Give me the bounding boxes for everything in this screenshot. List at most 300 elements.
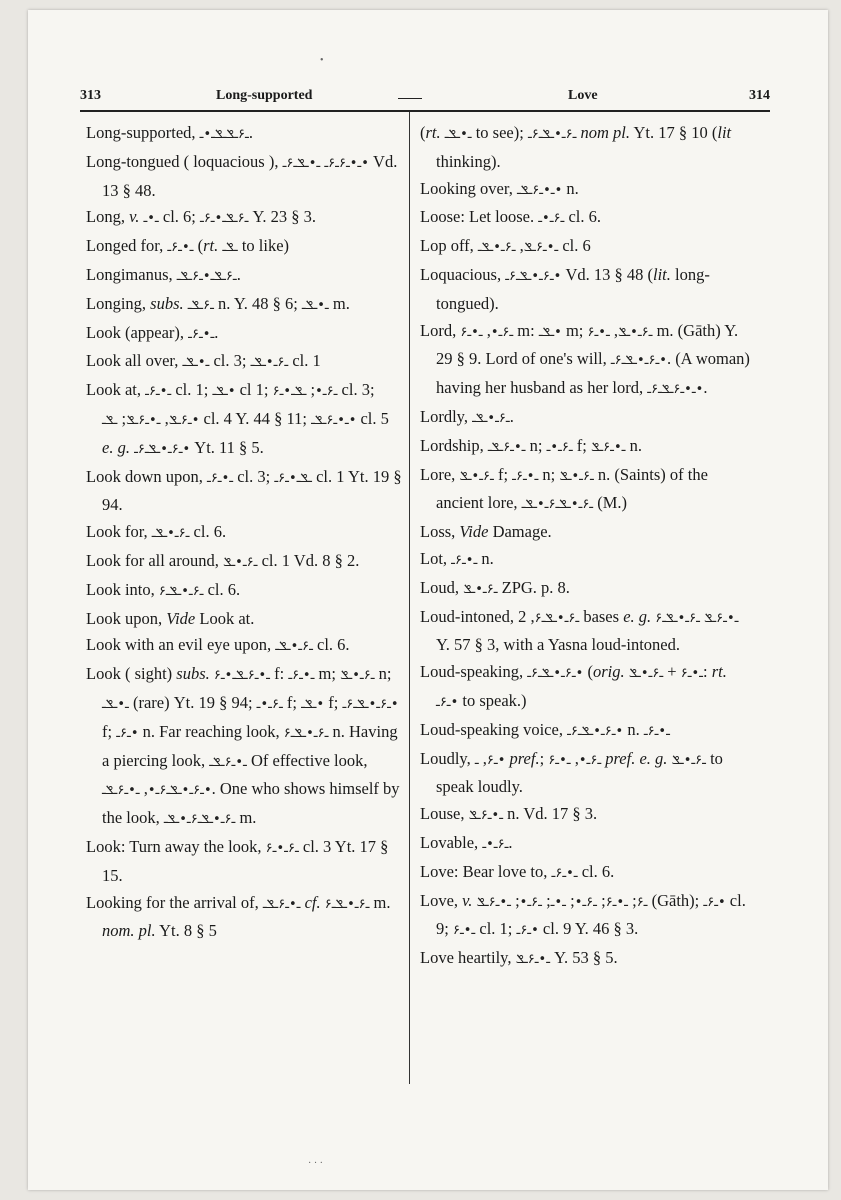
entry-text: ZPG. p. 8. (497, 577, 570, 597)
entry-text: n; (525, 435, 547, 455)
entry-text: n. (623, 719, 644, 739)
avestan-word: ـ۶ـݏ (168, 412, 192, 428)
dictionary-entry (86, 233, 402, 262)
avestan-word: ـ۶ـ• (703, 894, 726, 910)
avestan-word: ـ۶ـ•ـݏـ (151, 526, 190, 542)
avestan-word: ـ•ـ۶ـ۶ـ (324, 155, 362, 171)
avestan-word: ـ•ـ۶ (680, 666, 703, 682)
avestan-word: ـݏـ (222, 240, 238, 256)
avestan-word: ـݏـ• (538, 324, 562, 340)
entry-text: (rare) Yt. 19 § 94; (128, 692, 257, 712)
entry-text: m; (314, 664, 341, 684)
entry-text: n. (625, 435, 642, 455)
avestan-word: ـ•ـ۶ (605, 894, 628, 910)
avestan-word: ـ•ـ۶ـݏ (468, 808, 504, 824)
avestan-word: ـ•ـ۶ـݏـ (262, 896, 301, 912)
entry-text: cl. 6. (203, 579, 241, 599)
entry-italic: Vide (166, 608, 196, 628)
entry-text: ( (583, 662, 593, 682)
avestan-word: ـ۶ـ•ـ۶ (265, 840, 299, 856)
entry-italic: e. g. (102, 437, 130, 457)
dictionary-entry (86, 291, 402, 320)
entry-text: cl. 6. (312, 635, 350, 655)
avestan-word: ـ•ـ۶ـ (145, 384, 172, 400)
entry-text: , (478, 748, 487, 768)
entry-text: Lord, (420, 320, 461, 340)
entry-text: Yt. 11 § 5. (190, 437, 264, 457)
entry-text: cl 1; (235, 380, 273, 400)
entry-text: . (236, 264, 241, 284)
entry-text: Loud-speaking voice, (420, 719, 568, 739)
entry-italic: v. (462, 890, 473, 910)
avestan-word: ـ•ـ۶ (460, 324, 483, 340)
avestan-word: ـ•ـݏـ۶ـ• (282, 155, 369, 171)
avestan-word: ـ•ـ۶ـݏـ (487, 439, 526, 455)
entry-text: Loud-speaking, (420, 662, 528, 682)
entry-text: thinking). (436, 151, 501, 171)
entry-italic: pref. (605, 748, 636, 768)
avestan-word: ـ•ـ۶ـݏ (704, 610, 739, 626)
entry-text: ; (565, 890, 575, 910)
avestan-word: ـ•ـ۶ـ (551, 865, 578, 881)
avestan-word: ـ•ـݏـ (182, 355, 210, 371)
avestan-word: ـ۶ـ•ـݏـ۶ـ (527, 127, 577, 142)
avestan-word: ـݏـ•ـ۶ـ (274, 470, 312, 486)
avestan-word: ـ•ـ۶ـݏـ۶ـ• (647, 382, 704, 398)
dictionary-entry (420, 462, 750, 520)
avestan-word: ـ۶ (636, 894, 648, 910)
entry-text: . (214, 322, 219, 342)
entry-text: . (508, 832, 513, 852)
entry-text: Damage. (488, 522, 552, 542)
entry-text: : (702, 662, 712, 682)
entry-text: ; (510, 890, 520, 910)
entry-text: cl. 6. (577, 861, 615, 881)
avestan-word: ـ۶ـ• (436, 694, 459, 710)
dictionary-entry (420, 859, 750, 888)
entry-text: ; (539, 748, 549, 768)
avestan-word: ـ•ـ۶ـݏـ (209, 754, 247, 770)
entry-text: . (A woman) having her husband as her lord, (436, 349, 750, 398)
entry-text: Look down upon, (86, 466, 207, 486)
entry-text: n. (562, 178, 579, 198)
entry-text: Look (appear), (86, 322, 189, 342)
avestan-word: ـ۶ (486, 752, 498, 768)
avestan-word: ـ۶ـ•ـݏـ (472, 410, 510, 426)
entry-text: Love heartily, (420, 948, 516, 968)
entry-text: cl. 3; (337, 380, 375, 400)
entry-text: Loud-intoned, (420, 606, 519, 626)
avestan-word: ـ•ـ۶ـݏ (126, 412, 161, 428)
entry-text: m. (235, 808, 257, 828)
avestan-word: ـ۶ـ• (490, 324, 514, 340)
entry-text: , (139, 779, 148, 799)
avestan-word: ـݏـ• (102, 412, 200, 428)
entry-text: ; (117, 408, 127, 428)
entry-text: Y. 53 § 5. (550, 948, 618, 968)
entry-text: ; (627, 890, 637, 910)
avestan-word: ـ۶ـ• (116, 725, 139, 741)
header-rule (80, 110, 770, 112)
entry-text: Y. 23 § 3. (248, 207, 316, 227)
dictionary-entry (420, 262, 750, 318)
entry-text: cl. 3; (233, 466, 275, 486)
entry-text: Yt. 17 § 10 ( (630, 123, 718, 142)
entry-text: Y. 57 § 3, with a Yasna loud-intoned. (436, 635, 680, 655)
entry-text: cl. 6; (158, 207, 200, 227)
dictionary-entry (86, 120, 402, 149)
entry-text: long-tongued). (436, 264, 710, 313)
entry-italic: rt. (711, 662, 727, 682)
dictionary-entry (86, 834, 402, 890)
entry-text: Longed for, (86, 236, 168, 256)
entry-italic: e. g. (623, 606, 652, 626)
entry-text: cl. 3; (209, 351, 251, 371)
avestan-word: ـ۶ـ•ـݏ (671, 752, 706, 768)
dictionary-entry (86, 661, 402, 834)
entry-text: Look at. (195, 608, 255, 628)
entry-text: Love, (420, 890, 463, 910)
dictionary-entry (420, 746, 750, 802)
entry-text: cl. 1 Vd. 8 § 2. (257, 550, 360, 570)
avestan-word: ـ• (474, 752, 506, 768)
entry-text: ; (596, 890, 606, 910)
entry-text: n. Having a piercing look, (102, 721, 398, 770)
entry-text: , (570, 748, 579, 768)
entry-text: Lore, (420, 464, 460, 484)
entry-text: (M.) (593, 493, 628, 513)
dictionary-entry (420, 519, 750, 546)
avestan-word: ـ•ـݏـ (301, 297, 329, 313)
entry-text: cl. 5 (356, 408, 389, 428)
dictionary-entry (420, 575, 750, 604)
avestan-word: ـ•ـ۶ـ (167, 240, 194, 256)
entry-text: cl. 1 (288, 351, 321, 371)
avestan-word: ـ۶ـ•ـ (256, 696, 283, 712)
entry-italic: rt. (425, 123, 441, 142)
entry-text: n. (Saints) of the ancient lore, (436, 464, 708, 513)
entry-text: cl. 4 Y. 44 § 11; (199, 408, 312, 428)
avestan-word: ـ۶ـ•ـݏـ۶ـ•ـݏـ (163, 812, 236, 828)
entry-text: , (160, 408, 169, 428)
dictionary-entry (86, 548, 402, 577)
avestan-word: ـ۶ـ• (574, 894, 597, 910)
dictionary-entry (420, 888, 750, 946)
entry-text: ; (541, 890, 551, 910)
avestan-word: ـ۶ـ•ـݏـ۶ـ• (527, 666, 584, 682)
entry-italic: nom. pl. (102, 921, 156, 941)
dictionary-entry (420, 830, 750, 859)
avestan-word: ـ۶ـ•ـݏـ۶ـ• (505, 268, 562, 284)
entry-text: Lot, (420, 548, 452, 568)
entry-text: + (663, 662, 681, 682)
entry-text: n; (538, 464, 560, 484)
entry-italic: v. (129, 207, 140, 227)
dictionary-entry (420, 717, 750, 746)
left-running-headword: Long-supported (216, 88, 313, 103)
avestan-word: ـ۶ـ•ـݏ (559, 468, 594, 484)
entry-text: Look at, (86, 380, 146, 400)
dictionary-entry (86, 890, 402, 946)
entry-text: Loudly, (420, 748, 475, 768)
entry-text: m. (Gāth) Y. 29 § 9. Lord of one's will, (436, 320, 739, 369)
dictionary-entry (86, 262, 402, 291)
entry-text: ; (306, 380, 316, 400)
entry-italic: lit (717, 123, 732, 142)
entry-italic: subs. (176, 664, 210, 684)
avestan-word: ـ۶ـ•ـݏـ (477, 240, 516, 256)
avestan-word: ـ۶ـ•ـݏ (459, 468, 494, 484)
running-header (80, 80, 770, 108)
dictionary-entry (420, 546, 750, 575)
left-page-number: 313 (80, 88, 101, 103)
avestan-word: ـ•ـ۶ (452, 923, 476, 939)
avestan-word: ـݏـ• (301, 696, 325, 712)
entry-text: . (703, 378, 708, 398)
avestan-word: ـ۶ـ•ـݏـ۶ (655, 610, 700, 626)
avestan-word: ـ•ـ۶ـݏـ• (311, 412, 357, 428)
entry-text: n. Y. 48 § 6; (213, 293, 302, 313)
entry-italic: subs. (150, 293, 184, 313)
entry-text: Vd. 13 § 48. (102, 151, 398, 200)
dictionary-entry (420, 233, 750, 262)
entry-text: Loud, (420, 577, 464, 597)
entry-text: n. (477, 548, 494, 568)
entry-text: cl. 9 Y. 46 § 3. (538, 919, 639, 939)
dictionary-page (28, 10, 828, 1190)
speck-mark: · · · (308, 1158, 323, 1169)
entry-italic: e. g. (639, 748, 668, 768)
avestan-word: ـ•ـ۶ـݏ (476, 894, 511, 910)
entry-text: , 2 bases (518, 606, 624, 626)
entry-text: ( (193, 236, 204, 256)
entry-text: . (248, 123, 253, 142)
entry-text: cl. 6. (189, 522, 227, 542)
avestan-word: ـ•ـݏـ (444, 127, 472, 142)
dictionary-entry (420, 204, 750, 233)
avestan-word: ـ۶ـ•ـݏ (340, 668, 375, 684)
avestan-word: ـ۶ـ• (578, 752, 602, 768)
entry-italic: pref. (509, 748, 540, 768)
entry-text: Longimanus, (86, 264, 177, 284)
entry-text: cl. 3 Yt. 17 § 15. (102, 836, 389, 885)
entry-text: f: (269, 664, 289, 684)
entry-text: Vd. 13 § 48 ( (561, 264, 653, 284)
entry-text: m. (328, 293, 350, 313)
entry-text: n. Far reaching look, (138, 721, 284, 741)
entry-text: , (515, 236, 524, 256)
right-column (420, 120, 750, 974)
entry-text: . (509, 406, 514, 426)
entry-text: Look ( sight) (86, 664, 177, 684)
dictionary-entry (86, 606, 402, 633)
entry-italic: rt. (203, 236, 219, 256)
avestan-word: ـ۶ـݏـ (187, 297, 214, 313)
entry-text: Yt. 8 § 5 (155, 921, 217, 941)
avestan-word: ـ•ـ۶ـݏـ• (516, 182, 563, 198)
entry-text: ( (420, 123, 426, 142)
avestan-word: ـ۶ـ•ـݏـ۶ (158, 583, 204, 599)
entry-text: (Gāth); (647, 890, 704, 910)
dictionary-entry (420, 945, 750, 974)
entry-text: Lop off, (420, 236, 478, 256)
avestan-word: ـ۶ـ•ـݏ (223, 554, 258, 570)
entry-text: , (482, 320, 491, 340)
entry-italic: orig. (592, 662, 625, 682)
avestan-word: ـ۶ـݏـݏـ•ـ (199, 127, 249, 142)
entry-text: cl. 1; (171, 380, 213, 400)
right-running-headword: Love (568, 88, 598, 103)
avestan-word: ـ۶ـ•ـݏ (618, 324, 653, 340)
dictionary-entry (86, 320, 402, 349)
avestan-word: ـ۶ـ• (519, 894, 542, 910)
avestan-word: ـ۶ـݏـ•ـ۶ـݏـ (176, 268, 237, 284)
avestan-word: ـ۶ـ•ـݏـ۶ـ• (147, 783, 204, 799)
entry-text: , (609, 320, 619, 340)
entry-text: to speak loudly. (436, 748, 723, 797)
avestan-word: ـ۶ـ•ـݏـ۶ـ• (134, 441, 191, 457)
dictionary-entry (420, 404, 750, 433)
avestan-word: ـ•ـ۶ـ (451, 552, 478, 568)
dictionary-entry (420, 604, 750, 660)
dictionary-entry (420, 176, 750, 205)
entry-text: Long, (86, 207, 130, 227)
entry-italic: nom pl. (580, 123, 630, 142)
avestan-word: ـݏـ• (212, 384, 236, 400)
entry-text: cl. 1; (475, 919, 517, 939)
avestan-word: ـ۶ـ• (516, 923, 539, 939)
avestan-word: ـ۶ـ•ـݏـ (250, 355, 289, 371)
entry-text: f; (282, 692, 302, 712)
avestan-word: ـ۶ـ•ـݏـ۶ (324, 896, 370, 912)
entry-text: cl. 6. (564, 207, 601, 227)
entry-text: Longing, (86, 293, 151, 313)
avestan-word: ـ۶ـ•ـݏـ۶ـ• (610, 353, 667, 369)
avestan-word: ـ•ـ۶ـݏـ• (102, 783, 212, 799)
dictionary-entry (86, 632, 402, 661)
avestan-word: ـ۶ـ•ـݏـ۶ـ•ـݏـ (521, 497, 594, 513)
entry-text: Look all over, (86, 351, 183, 371)
avestan-word: ـ۶ـ•ـݏـ۶ (283, 725, 329, 741)
dictionary-entry (420, 318, 750, 404)
entry-text: Look for all around, (86, 550, 224, 570)
entry-text: Look: Turn away the look, (86, 836, 266, 856)
avestan-word: ـ•ـ۶ـݏ (523, 240, 559, 256)
entry-text: Louse, (420, 804, 469, 824)
avestan-word: ـ۶ـ•ـݏـ۶ـ• (342, 696, 399, 712)
entry-text: Long-supported, (86, 123, 200, 142)
avestan-word: ـ•ـ۶ (587, 324, 610, 340)
dictionary-entry (86, 348, 402, 377)
entry-text: m: (513, 320, 539, 340)
entry-text: f; (102, 721, 117, 741)
entry-text: f; (493, 464, 513, 484)
entry-text: Lovable, (420, 832, 483, 852)
avestan-word: ـ۶ـ• (315, 384, 338, 400)
entry-text: f; (572, 435, 591, 455)
header-dash (398, 98, 422, 99)
avestan-word: ـ•ـ۶ـ (512, 468, 539, 484)
avestan-word: ـ۶ـ•ـݏ (628, 666, 664, 682)
entry-text: to like) (237, 236, 290, 256)
entry-italic: lit. (653, 264, 671, 284)
avestan-word: ـݏـ•ـ۶ (272, 384, 307, 400)
entry-italic: cf. (304, 892, 321, 912)
avestan-word: ـ۶ـ•ـ (538, 211, 565, 227)
left-column (86, 120, 402, 945)
avestan-word: ـ۶ـ•ـ (482, 836, 509, 852)
entry-text: n. Vd. 17 § 3. (503, 804, 598, 824)
dictionary-entry (86, 377, 402, 463)
entry-text: cl. 9; (436, 890, 746, 939)
avestan-word: ـ۶ـ•ـݏـ (275, 639, 313, 655)
speck-mark: • (320, 55, 324, 66)
avestan-word: ـ•ـ۶ـ (288, 668, 315, 684)
entry-text: cl. 1 Yt. 19 § 94. (102, 466, 402, 515)
avestan-word: ـ•ـ۶ـ (188, 326, 215, 342)
entry-text: m; (561, 320, 588, 340)
avestan-word: ـ۶ـݏـ•ـ۶ـ (200, 211, 249, 227)
avestan-word: ـ۶ـ•ـݏـ۶ (534, 610, 580, 626)
avestan-word: ـ•ـ (550, 894, 566, 910)
entry-text: Loss, (420, 522, 460, 542)
avestan-word: ـ•ـ۶ـݏ (515, 952, 551, 968)
avestan-word: ـ•ـ۶ (548, 752, 571, 768)
dictionary-entry (420, 659, 750, 717)
dictionary-entry (86, 577, 402, 606)
entry-italic: Vide (459, 522, 489, 542)
avestan-word: ـ•ـ (143, 211, 159, 227)
avestan-word: ـ•ـݏـ (102, 696, 129, 712)
entry-text: Of effective look, (246, 750, 368, 770)
dictionary-entry (420, 433, 750, 462)
entry-text: Lordly, (420, 406, 473, 426)
avestan-word: ـ۶ـ•ـݏ (463, 581, 498, 597)
entry-text: to speak.) (458, 690, 527, 710)
dictionary-entry (420, 120, 750, 176)
entry-text: Looking for the arrival of, (86, 892, 263, 912)
column-divider (409, 112, 410, 1084)
entry-text: Loose: Let loose. (420, 207, 539, 227)
entry-text: Long-tongued ( loquacious ), (86, 151, 283, 171)
avestan-word: ـ•ـ۶ـ (643, 723, 670, 739)
avestan-word: ـ۶ـ•ـݏـ۶ـ• (567, 723, 624, 739)
right-page-number: 314 (749, 88, 770, 103)
dictionary-entry (86, 519, 402, 548)
dictionary-entry (86, 204, 402, 233)
avestan-word: ـ•ـ۶ـ (207, 470, 234, 486)
dictionary-entry (86, 464, 402, 520)
entry-text: . One who shows himself by the look, (102, 779, 400, 828)
avestan-word: ـ•ـ۶ـݏـ•ـ۶ (213, 668, 270, 684)
entry-text: Look with an evil eye upon, (86, 635, 276, 655)
entry-text: n; (374, 664, 392, 684)
entry-text: f; (324, 692, 343, 712)
entry-text: m. (369, 892, 391, 912)
entry-text: Look upon, (86, 608, 167, 628)
entry-text: cl. 6 (558, 236, 591, 256)
avestan-word: ـ۶ـ•ـ (546, 439, 573, 455)
entry-text: Lordship, (420, 435, 488, 455)
entry-text: Loquacious, (420, 264, 506, 284)
entry-text: Look into, (86, 579, 159, 599)
dictionary-entry (420, 801, 750, 830)
entry-text: Love: Bear love to, (420, 861, 552, 881)
dictionary-entry (86, 149, 402, 205)
entry-text: Look for, (86, 522, 152, 542)
entry-text: Looking over, (420, 178, 517, 198)
entry-text: to see); (471, 123, 528, 142)
